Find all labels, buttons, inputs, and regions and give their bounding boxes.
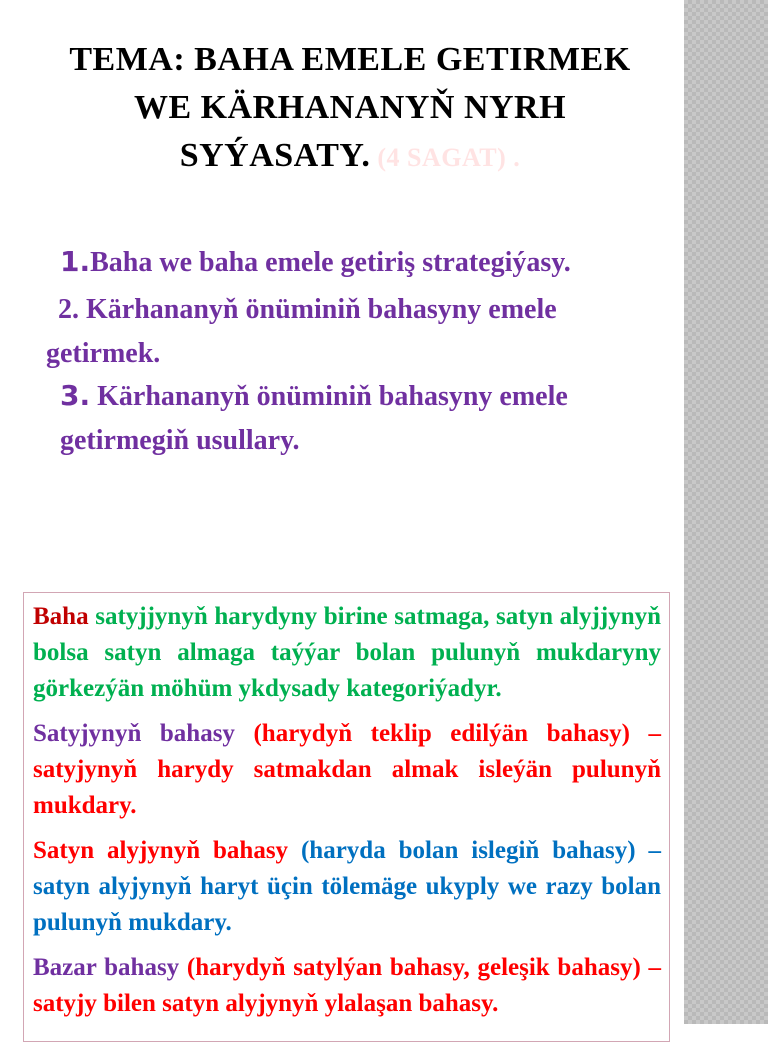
topic-text-3b: getirmegiň usullary. [60, 425, 300, 456]
term-baha: Baha [33, 603, 89, 630]
text-bazar-bahasy: (harydyň satylýan bahasy, geleşik bahasy) – satyjy bilen satyn alyjynyň ylalaşan bahasy. [33, 954, 661, 1017]
text-satyn-alyjy-bahasy: (haryda bolan islegiň bahasy) – satyn alyjynyň haryt üçin tölemäge ukyply we razy bolan pulunyň mukdary. [33, 837, 661, 936]
definition-baha [33, 599, 661, 707]
term-satyn-alyjy-bahasy: Satyn alyjynyň bahasy [33, 837, 289, 864]
topic-item-2 [46, 288, 557, 376]
definition-bazar-bahasy [33, 950, 661, 1022]
title-line-1: TEMA: BAHA EMELE GETIRMEK [69, 41, 631, 78]
topic-text-2b: getirmek. [46, 338, 161, 369]
topic-line-3a [60, 374, 568, 419]
topic-item-3 [60, 374, 568, 463]
title-line-2: WE KÄRHANANYŇ NYRH [133, 89, 567, 126]
title-line-3-text: SYÝASATY. [179, 137, 371, 174]
topic-number-1: 1. [60, 245, 91, 278]
text-baha: satyjjynyň harydyny birine satmaga, satyn alyjjynyň bolsa satyn almaga taýýar bolan pulunyň mukdaryny görkezýän möhüm ykdysady kategoriýadyr. [33, 603, 661, 702]
definition-satyjy-bahasy [33, 716, 661, 824]
topic-text-1: Baha we baha emele getiriş strategiýasy. [90, 247, 571, 278]
definition-satyn-alyjy-bahasy [33, 833, 661, 941]
topic-line-2a [46, 288, 557, 332]
topic-text-2a: Kärhananyň önüminiň bahasyny emele [79, 294, 557, 325]
decorative-pattern-strip [684, 0, 768, 1024]
topic-number-2: 2. [58, 294, 79, 325]
term-satyjy-bahasy: Satyjynyň bahasy [33, 720, 235, 747]
slide-title [20, 36, 680, 182]
title-line-3 [20, 132, 680, 182]
text-satyjy-bahasy: (harydyň teklip edilýän bahasy) – satyjynyň harydy satmakdan almak isleýän pulunyň mukdary. [33, 720, 661, 819]
topic-item-1 [60, 240, 571, 285]
topic-number-3: 3. [60, 379, 91, 412]
topic-text-3a: Kärhananyň önüminiň bahasyny emele [90, 381, 568, 412]
title-hours-note: (4 SAGAT) . [370, 143, 521, 172]
definitions-box [23, 592, 670, 1042]
term-bazar-bahasy: Bazar bahasy [33, 954, 180, 981]
